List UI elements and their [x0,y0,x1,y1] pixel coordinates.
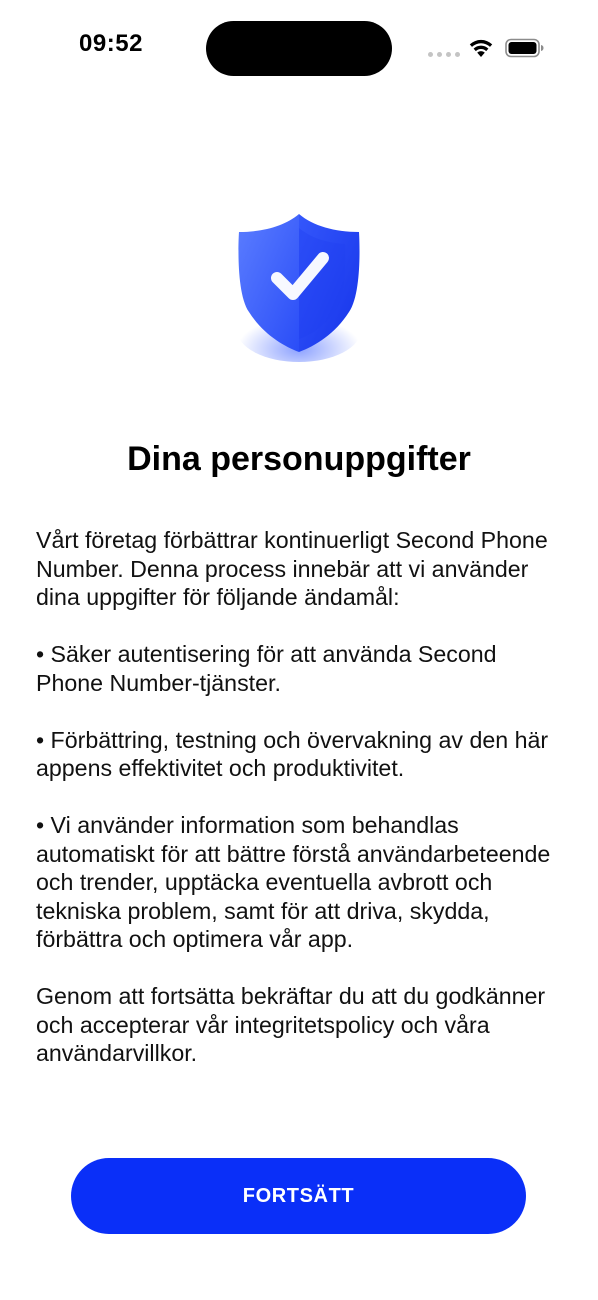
dynamic-island [206,21,392,76]
signal-icon [428,52,460,58]
consent-body [36,526,570,1068]
continue-button[interactable]: FORTSÄTT [71,1158,526,1234]
status-time: 09:52 [79,30,143,57]
status-bar [0,0,598,96]
battery-icon [505,38,545,58]
consent-paragraph: Genom att fortsätta bekräftar du att du godkänner och accepterar vår integritetspolicy och våra användarvillkor. [36,983,546,1066]
purpose-improvement: • Förbättring, testning och övervakning av den här appens effektivitet och produktivitet. [36,726,549,781]
page-title: Dina personuppgifter [127,440,471,478]
wifi-icon [468,38,494,58]
purpose-authentication: • Säker autentisering för att använda Second Phone Number-tjänster. [36,641,497,696]
purpose-analytics: • Vi använder information som behandlas automatiskt för att bättre förstå användarbeteende och trender, upptäcka eventuella avbrott och tekniska problem, samt för att driva, skydda, förbättra och optimera vår app. [36,812,551,952]
intro-paragraph: Vårt företag förbättrar kontinuerligt Second Phone Number. Denna process innebär att vi använder dina uppgifter för följande ändamål: [36,527,548,610]
shield-check-icon [219,200,379,370]
